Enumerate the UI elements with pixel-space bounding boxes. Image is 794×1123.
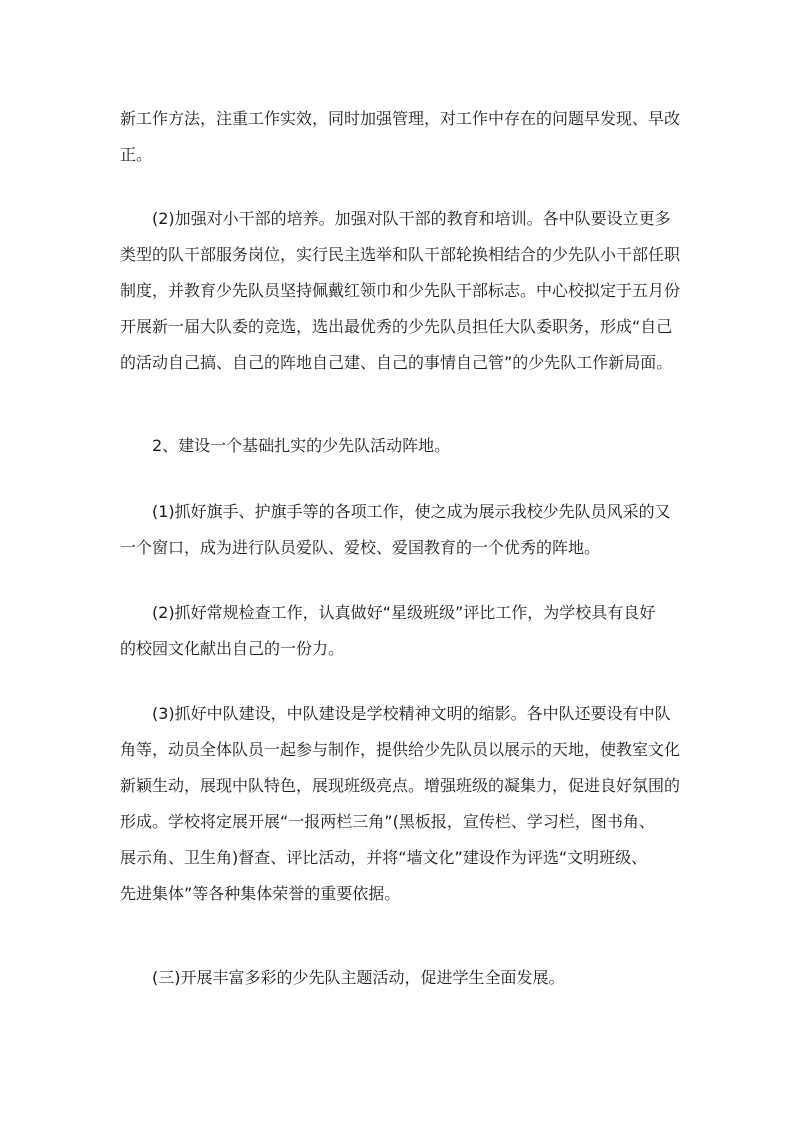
- paragraph-continuation: [120, 101, 680, 173]
- text-line: 一个窗口，成为进行队员爱队、爱校、爱国教育的一个优秀的阵地。: [120, 538, 601, 557]
- text-line: 形成。学校将定展开展“一报两栏三角”(黑板报，宣传栏、学习栏，图书角、: [120, 812, 655, 831]
- paragraph-cadre-training: [120, 201, 680, 381]
- text-line: 制度，并教育少先队员坚持佩戴红领巾和少先队干部标志。中心校拟定于五月份: [120, 281, 681, 300]
- text-line: 新工作方法，注重工作实效，同时加强管理，对工作中存在的问题早发现、早改: [120, 109, 681, 128]
- text-line: 新颖生动，展现中队特色，展现班级亮点。增强班级的凝集力，促进良好氛围的: [120, 776, 681, 795]
- section-heading-activity-base: [120, 428, 680, 464]
- paragraph-squad-building: [120, 696, 680, 912]
- text-line: (1)抓好旗手、护旗手等的各项工作，使之成为展示我校少先队员风采的又: [152, 502, 671, 521]
- section-heading-theme-activities: [120, 960, 680, 996]
- text-line: 先进集体”等各种集体荣誉的重要依据。: [120, 884, 401, 903]
- paragraph-routine-checks: [120, 595, 680, 667]
- text-line: 开展新一届大队委的竞选，选出最优秀的少先队员担任大队委职务，形成“自己: [120, 317, 673, 336]
- text-line: (2)加强对小干部的培养。加强对队干部的教育和培训。各中队要设立更多: [152, 209, 671, 228]
- text-line: 正。: [120, 145, 153, 164]
- text-line: 2、建设一个基础扎实的少先队活动阵地。: [152, 436, 451, 455]
- text-line: (三)开展丰富多彩的少先队主题活动，促进学生全面发展。: [152, 968, 565, 987]
- paragraph-flag-bearers: [120, 494, 680, 566]
- text-line: (3)抓好中队建设，中队建设是学校精神文明的缩影。各中队还要设有中队: [152, 704, 671, 723]
- text-line: 类型的队干部服务岗位，实行民主选举和队干部轮换相结合的少先队小干部任职: [120, 245, 681, 264]
- text-line: (2)抓好常规检查工作，认真做好“星级班级”评比工作，为学校具有良好: [152, 603, 656, 622]
- text-line: 的活动自己搞、自己的阵地自己建、自己的事情自己管”的少先队工作新局面。: [120, 353, 673, 372]
- text-line: 的校园文化献出自己的一份力。: [120, 639, 345, 658]
- text-line: 角等，动员全体队员一起参与制作，提供给少先队员以展示的天地，使教室文化: [120, 740, 681, 759]
- text-line: 展示角、卫生角)督查、评比活动，并将“墙文化”建设作为评选“文明班级、: [120, 848, 648, 867]
